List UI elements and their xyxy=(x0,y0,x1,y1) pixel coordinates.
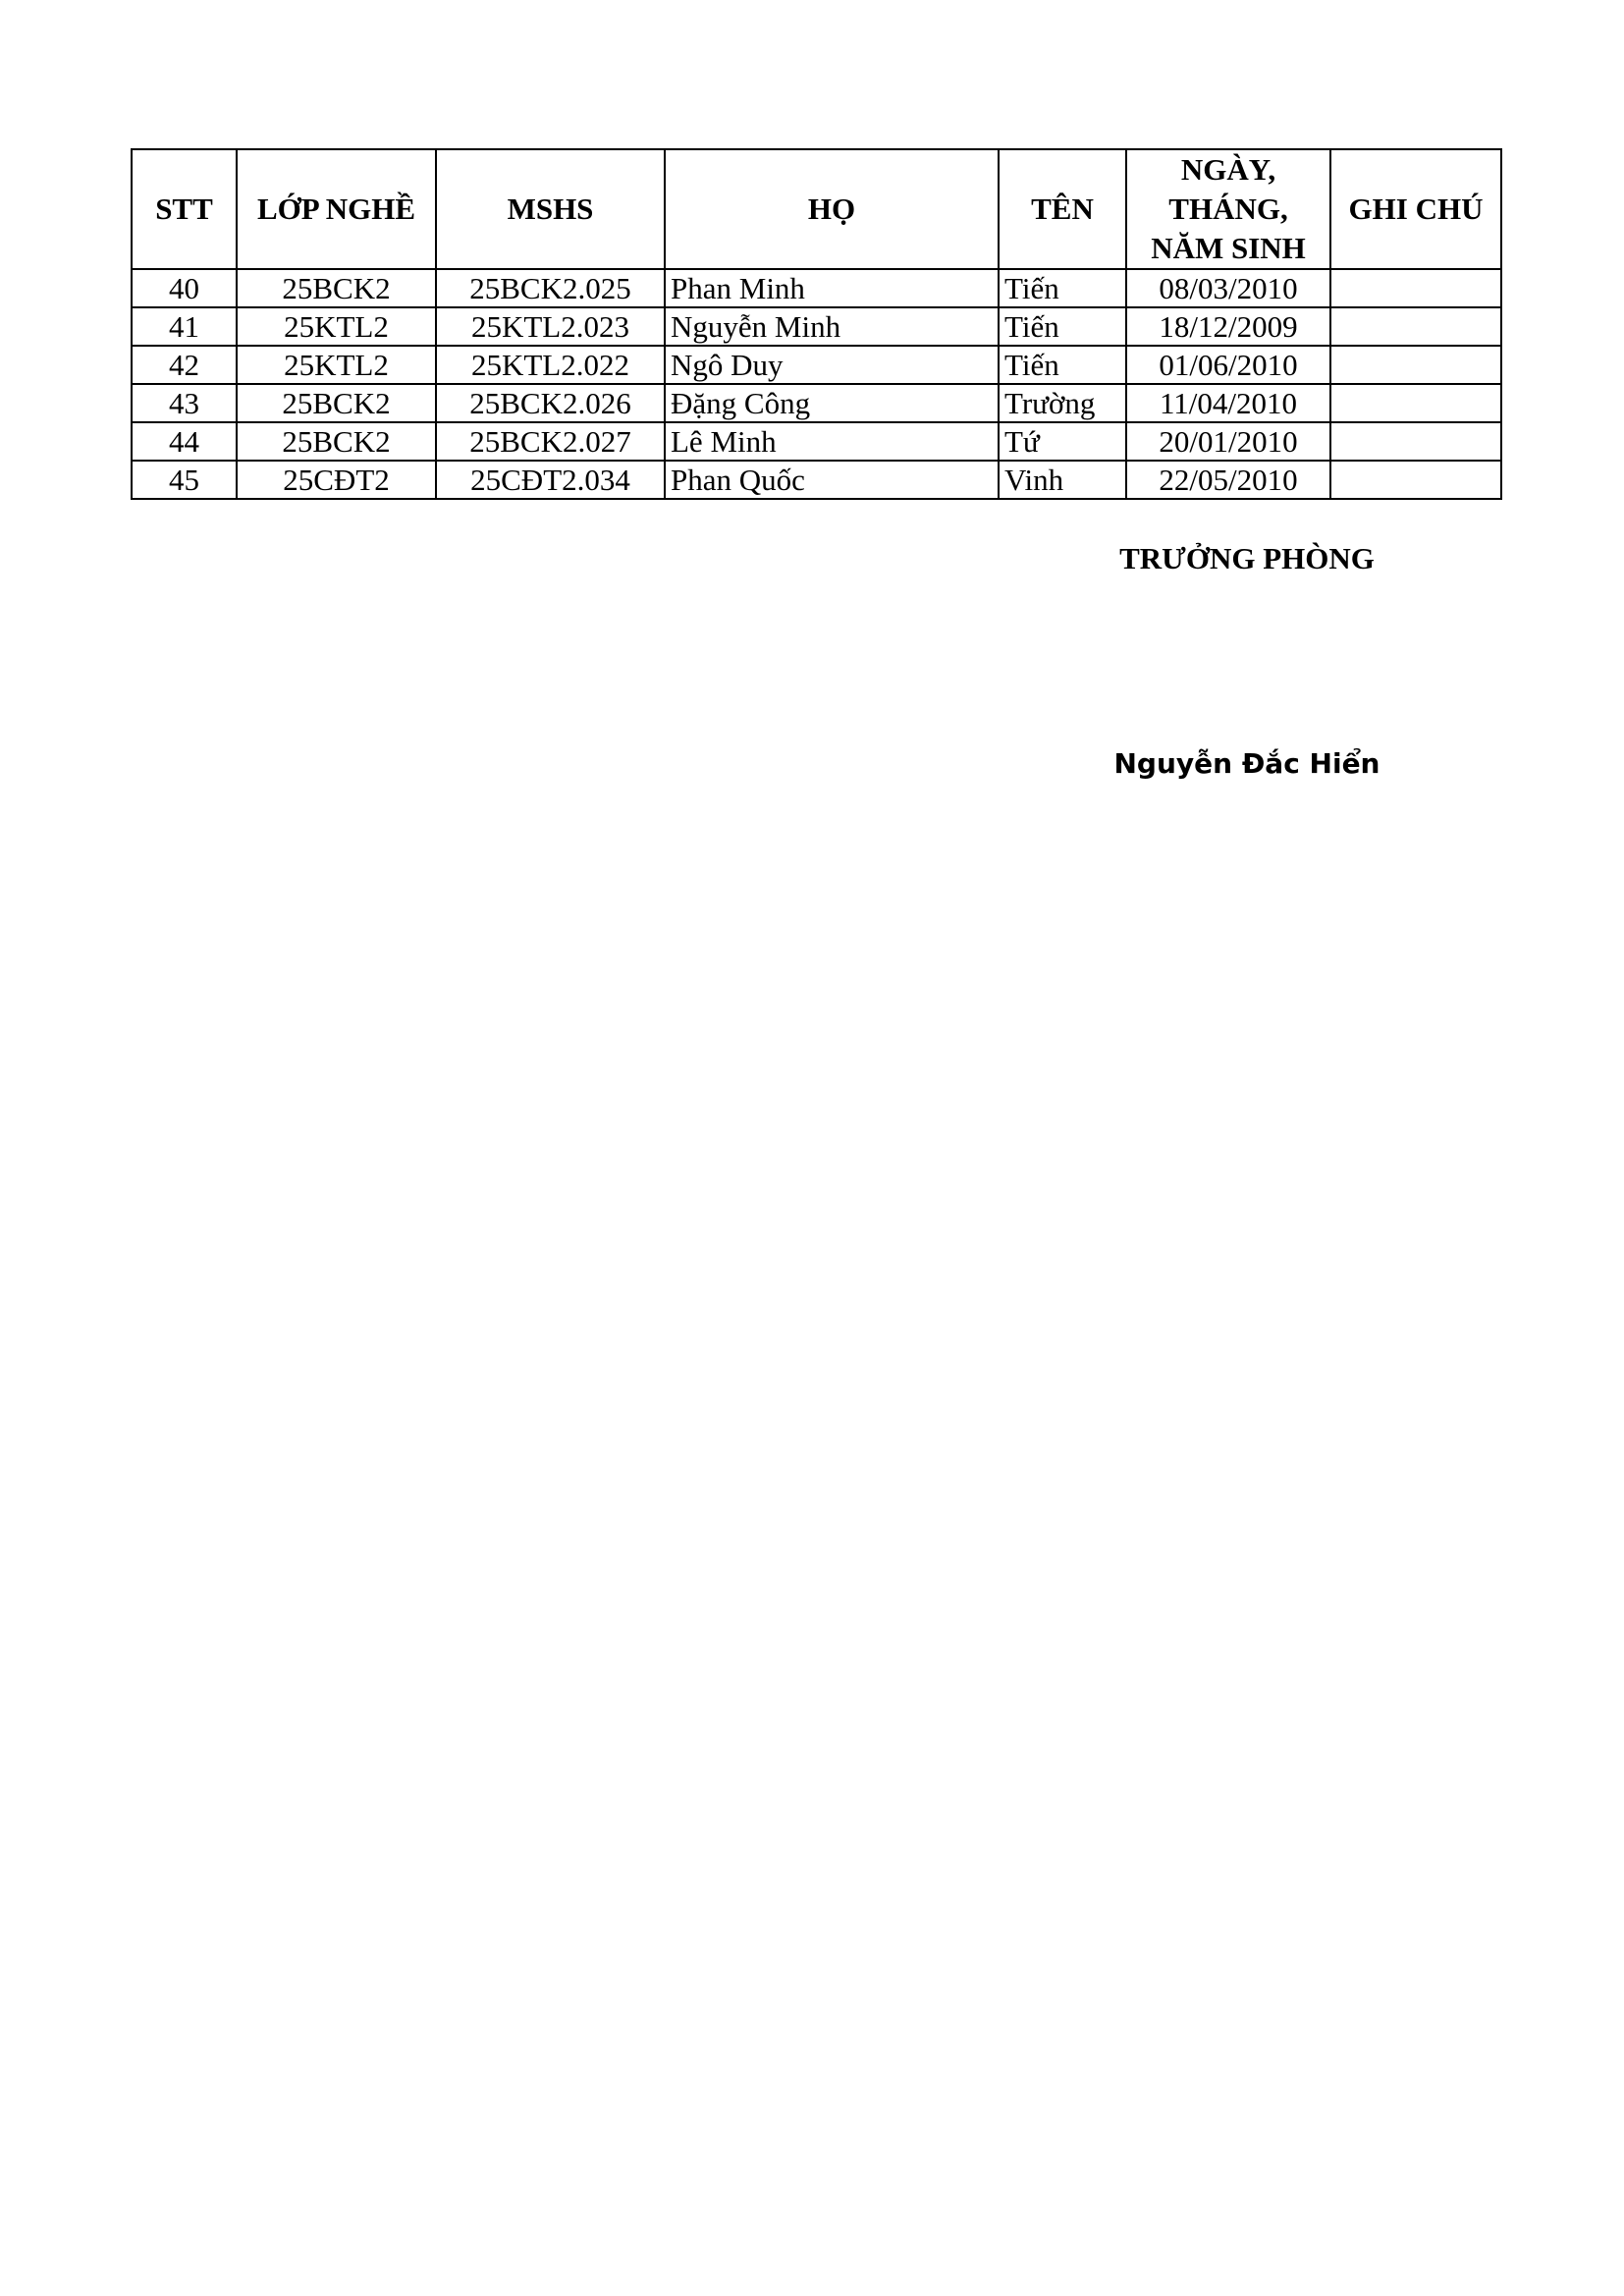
cell-stt: 44 xyxy=(132,422,237,461)
header-mshs: MSHS xyxy=(436,149,665,269)
student-roster-table xyxy=(131,148,1502,500)
cell-ten: Trường xyxy=(999,384,1126,422)
cell-stt: 43 xyxy=(132,384,237,422)
cell-ho: Phan Quốc xyxy=(665,461,999,499)
cell-mshs: 25KTL2.023 xyxy=(436,307,665,346)
table-row xyxy=(132,384,1501,422)
table-row xyxy=(132,346,1501,384)
cell-ho: Nguyễn Minh xyxy=(665,307,999,346)
header-ghi-chu: GHI CHÚ xyxy=(1330,149,1501,269)
table-row xyxy=(132,307,1501,346)
cell-stt: 40 xyxy=(132,269,237,307)
cell-stt: 42 xyxy=(132,346,237,384)
table-header-row xyxy=(132,149,1501,269)
header-stt: STT xyxy=(132,149,237,269)
cell-ten: Tiến xyxy=(999,307,1126,346)
cell-ghi-chu xyxy=(1330,384,1501,422)
cell-ho: Lê Minh xyxy=(665,422,999,461)
cell-ten: Tứ xyxy=(999,422,1126,461)
signature-title: TRƯỞNG PHÒNG xyxy=(1119,541,1375,575)
cell-mshs: 25KTL2.022 xyxy=(436,346,665,384)
cell-stt: 45 xyxy=(132,461,237,499)
cell-ghi-chu xyxy=(1330,422,1501,461)
cell-ghi-chu xyxy=(1330,307,1501,346)
cell-ten: Tiến xyxy=(999,346,1126,384)
cell-ten: Vinh xyxy=(999,461,1126,499)
cell-ngay-sinh: 18/12/2009 xyxy=(1126,307,1330,346)
cell-ngay-sinh: 20/01/2010 xyxy=(1126,422,1330,461)
header-ho: HỌ xyxy=(665,149,999,269)
header-ten: TÊN xyxy=(999,149,1126,269)
cell-ngay-sinh: 11/04/2010 xyxy=(1126,384,1330,422)
cell-ghi-chu xyxy=(1330,269,1501,307)
cell-ten: Tiến xyxy=(999,269,1126,307)
cell-lop-nghe: 25KTL2 xyxy=(237,346,436,384)
cell-lop-nghe: 25BCK2 xyxy=(237,422,436,461)
cell-mshs: 25CĐT2.034 xyxy=(436,461,665,499)
cell-ho: Phan Minh xyxy=(665,269,999,307)
cell-ngay-sinh: 22/05/2010 xyxy=(1126,461,1330,499)
cell-mshs: 25BCK2.025 xyxy=(436,269,665,307)
cell-lop-nghe: 25BCK2 xyxy=(237,269,436,307)
cell-ngay-sinh: 01/06/2010 xyxy=(1126,346,1330,384)
header-lop-nghe: LỚP NGHỀ xyxy=(237,149,436,269)
table-row xyxy=(132,461,1501,499)
cell-ho: Ngô Duy xyxy=(665,346,999,384)
cell-ngay-sinh: 08/03/2010 xyxy=(1126,269,1330,307)
cell-lop-nghe: 25BCK2 xyxy=(237,384,436,422)
cell-ghi-chu xyxy=(1330,346,1501,384)
cell-lop-nghe: 25CĐT2 xyxy=(237,461,436,499)
table-row xyxy=(132,422,1501,461)
cell-mshs: 25BCK2.027 xyxy=(436,422,665,461)
cell-lop-nghe: 25KTL2 xyxy=(237,307,436,346)
cell-stt: 41 xyxy=(132,307,237,346)
table-row xyxy=(132,269,1501,307)
cell-ho: Đặng Công xyxy=(665,384,999,422)
header-ngay-sinh: NGÀY, THÁNG, NĂM SINH xyxy=(1126,149,1330,269)
cell-ghi-chu xyxy=(1330,461,1501,499)
signatory-name: Nguyễn Đắc Hiển xyxy=(1113,747,1380,780)
cell-mshs: 25BCK2.026 xyxy=(436,384,665,422)
